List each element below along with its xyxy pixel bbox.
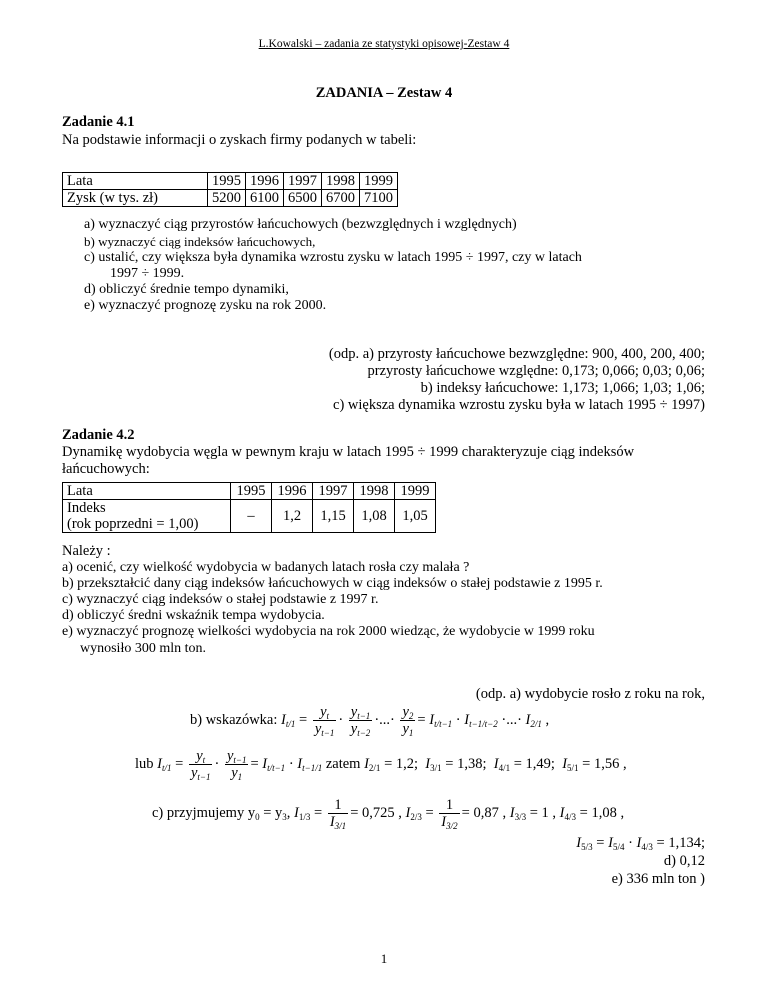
table-row (63, 190, 398, 207)
table-cell: 1996 (246, 173, 284, 190)
page-title: ZADANIA – Zestaw 4 (315, 85, 453, 101)
table-cell: 6700 (322, 190, 360, 207)
value-i43: 1,08 (591, 804, 617, 821)
value-i41: 1,49 (525, 755, 551, 772)
answer-line: d) 0,12 (663, 853, 705, 869)
task-item: a) wyznaczyć ciąg przyrostów łańcuchowych (bezwzględnych i względnych) (84, 217, 517, 232)
table-cell: 1995 (208, 173, 246, 190)
lub-label: lub (135, 755, 154, 772)
page-number: 1 (380, 951, 388, 966)
index-label: Indeks (67, 500, 106, 516)
table-label: Zysk (w tys. zł) (63, 190, 208, 207)
answer-line: (odp. a) przyrosty łańcuchowe bezwzględne: 900, 400, 200, 400; (328, 346, 705, 362)
table-label: Lata (63, 483, 231, 500)
c-label: c) przyjmujemy y (152, 804, 256, 821)
index-label-note: (rok poprzedni = 1,00) (67, 516, 199, 532)
table-cell: 1996 (272, 483, 313, 500)
task-4-1-intro: Na podstawie informacji o zyskach firmy podanych w tabeli: (62, 132, 417, 148)
task-item: a) ocenić, czy wielkość wydobycia w badanych latach rosła czy malała ? (62, 560, 470, 575)
task-item: 1997 ÷ 1999. (110, 266, 185, 281)
task-4-2-intro: Dynamikę wydobycia węgla w pewnym kraju w latach 1995 ÷ 1999 charakteryzuje ciąg indeksów (62, 444, 635, 460)
value-i21: 1,2 (395, 755, 414, 772)
table-cell: 7100 (360, 190, 398, 207)
formula-c: c) przyjmujemy $y_0 = y_3$, $I_{1/3}$ = $\frac{1}{I_{3/1}}$ = 0,725 , $I_{2/3}$ = $\frac{1}{I_{3/2}}$ = 0,87 , $I_{3/3} = 1$ , $I_{4/3} = 1,08$ , (152, 797, 625, 831)
task-item: b) wyznaczyć ciąg indeksów łańcuchowych, (84, 234, 316, 249)
task-4-1-heading: Zadanie 4.1 (62, 114, 135, 130)
value-i31: 1,38 (457, 755, 483, 772)
table-cell: 1998 (354, 483, 395, 500)
table-cell: 1,2 (272, 500, 313, 533)
task-4-2-heading: Zadanie 4.2 (62, 427, 135, 443)
value-i23: 0,87 (473, 804, 499, 821)
formula-lub: lub $I_{t/1}$ = $\frac{y_t}{y_{t-1}}$ · $\frac{y_{t-1}}{y_1}$ = $I_{t/t-1} \cdot I_{t-1/1}$ zatem $I_{2/1} = 1,2$; $I_{3/1} = 1,38$; $I_{4/1} = 1,49$; $I_{5/1} = 1,56$ , (135, 748, 627, 782)
task-item: d) obliczyć średni wskaźnik tempa wydobycia. (62, 608, 325, 623)
table-cell: 1998 (322, 173, 360, 190)
c-eq: = y (263, 804, 283, 821)
table-cell: 6100 (246, 190, 284, 207)
page-header: L.Kowalski – zadania ze statystyki opisowej-Zestaw 4 (258, 38, 510, 50)
answer-line: c) większa dynamika wzrostu zysku była w latach 1995 ÷ 1997) (333, 397, 705, 413)
table-label: Lata (63, 173, 208, 190)
formula-i53: $I_{5/3} = I_{5/4} \cdot I_{4/3} = 1,134$; (576, 835, 705, 852)
table-cell: – (231, 500, 272, 533)
table-row (63, 173, 398, 190)
value-i51: 1,56 (593, 755, 620, 772)
index-table (62, 482, 436, 533)
task-item: b) przekształcić dany ciąg indeksów łańcuchowych w ciąg indeksów o stałej podstawie z 1995 r. (62, 576, 603, 591)
answer-line: e) 336 mln ton ) (611, 871, 705, 887)
task-item: d) obliczyć średnie tempo dynamiki, (84, 282, 289, 297)
table-cell: 1999 (395, 483, 436, 500)
task-item: e) wyznaczyć prognozę wielkości wydobycia na rok 2000 wiedząc, że wydobycie w 1999 roku (62, 624, 595, 639)
table-cell: 5200 (208, 190, 246, 207)
table-cell: 1997 (313, 483, 354, 500)
profit-table (62, 172, 398, 207)
value-i53: 1,134 (668, 835, 701, 851)
formula-label: b) wskazówka: (190, 711, 278, 728)
task-item: c) wyznaczyć ciąg indeksów o stałej podstawie z 1997 r. (62, 592, 379, 607)
table-cell: 6500 (284, 190, 322, 207)
task-item: e) wyznaczyć prognozę zysku na rok 2000. (84, 298, 327, 313)
table-cell: 1995 (231, 483, 272, 500)
value-i33: 1 (541, 804, 549, 821)
table-cell: 1,08 (354, 500, 395, 533)
table-cell: 1997 (284, 173, 322, 190)
formula-b: b) wskazówka: $I_{t/1}$ = $\frac{y_t}{y_{t-1}}$ · $\frac{y_{t-1}}{y_{t-2}}$ ·...· $\frac{y_2}{y_1}$ = $I_{t/t-1} \cdot I_{t-1/t-2}$ ·...· $I_{2/1}$ , (190, 704, 550, 738)
answer-line: b) indeksy łańcuchowe: 1,173; 1,066; 1,03; 1,06; (420, 380, 705, 396)
table-row (63, 500, 436, 533)
value-i13: 0,725 (362, 804, 395, 821)
table-cell: 1,05 (395, 500, 436, 533)
answer-line: przyrosty łańcuchowe względne: 0,173; 0,066; 0,03; 0,06; (367, 363, 705, 379)
table-row (63, 483, 436, 500)
table-cell: 1999 (360, 173, 398, 190)
task-4-2-intro: łańcuchowych: (62, 461, 150, 477)
task-item: c) ustalić, czy większa była dynamika wzrostu zysku w latach 1995 ÷ 1997, czy w latach (84, 250, 582, 265)
table-label (63, 500, 231, 533)
task-item: wynosiło 300 mln ton. (80, 641, 207, 656)
answer-line: (odp. a) wydobycie rosło z roku na rok, (475, 686, 705, 702)
zatem-label: zatem (325, 755, 361, 772)
table-cell: 1,15 (313, 500, 354, 533)
nalezy-label: Należy : (62, 543, 111, 559)
